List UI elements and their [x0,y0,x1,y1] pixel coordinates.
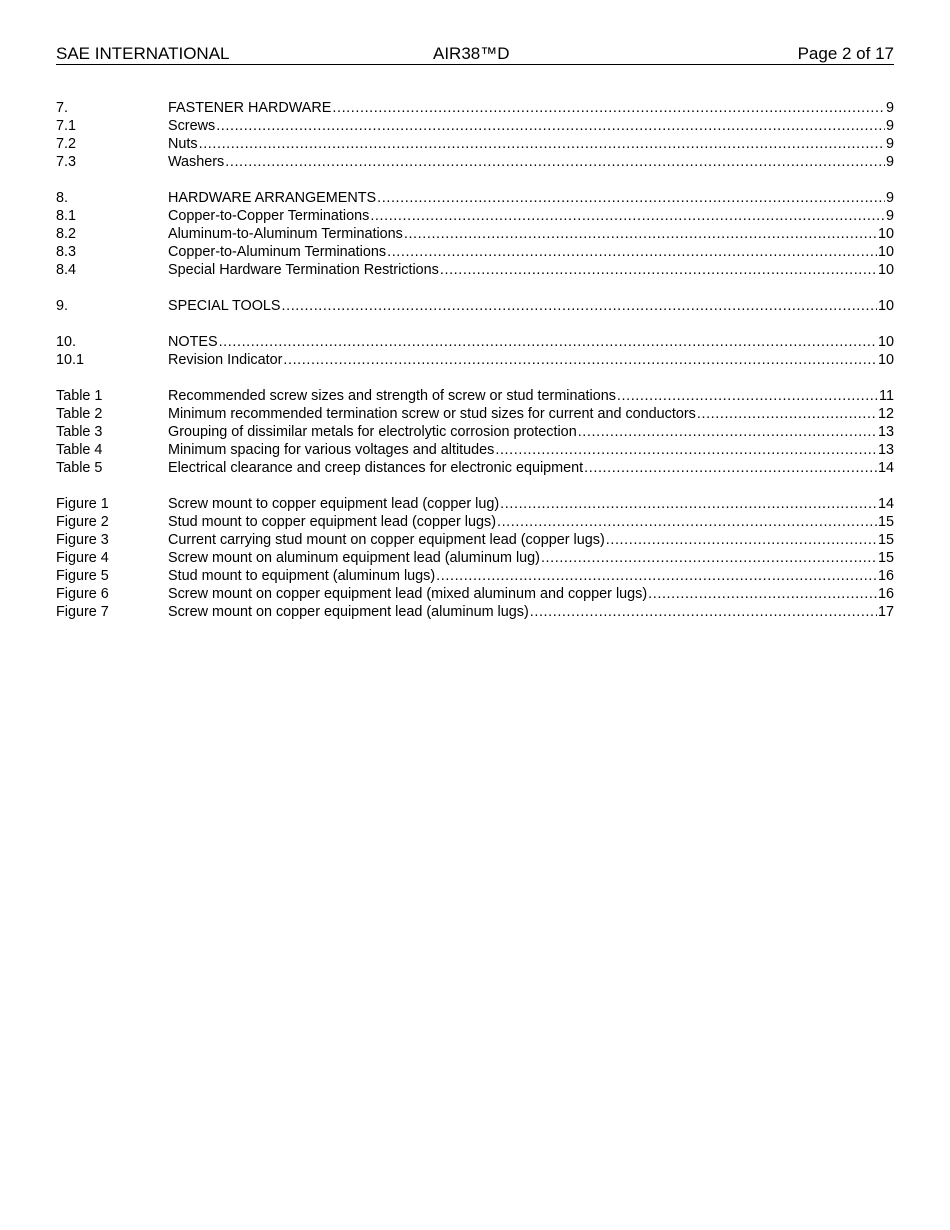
toc-entry-number: 7.2 [56,136,77,152]
toc-entry [56,297,894,315]
toc-entry [56,153,894,171]
toc-dot-leader [440,261,877,279]
toc-dot-leader [697,405,877,423]
toc-entry-page: 10 [877,262,894,278]
toc-dot-leader [404,225,877,243]
toc-entry-title: Minimum spacing for various voltages and altitudes [168,442,495,458]
toc-entry [56,387,894,405]
toc-entry-page: 11 [879,388,894,404]
toc-entry-title: Stud mount to equipment (aluminum lugs) [168,568,436,584]
toc-entry [56,189,894,207]
toc-dot-leader [225,153,885,171]
toc-entry-page: 10 [877,352,894,368]
toc-entry [56,423,894,441]
document-page [56,44,894,639]
toc-entry-title: NOTES [168,334,218,350]
toc-entry [56,567,894,585]
toc-entry-title: HARDWARE ARRANGEMENTS [168,190,377,206]
header-document-id: AIR38™D [433,44,510,63]
toc-entry-title: Stud mount to copper equipment lead (copper lugs) [168,514,496,530]
toc-dot-leader [332,99,885,117]
toc-entry-number: 7.3 [56,154,77,170]
toc-dot-leader [617,387,878,405]
toc-entry-page: 9 [885,100,894,116]
toc-entry-number: 8.3 [56,244,77,260]
toc-entry-number: 8. [56,190,69,206]
toc-entry-page: 9 [885,136,894,152]
toc-dot-leader [283,351,877,369]
toc-entry-page: 17 [877,604,894,620]
toc-entry [56,261,894,279]
toc-dot-leader [497,513,877,531]
toc-entry-page: 15 [877,514,894,530]
toc-entry [56,135,894,153]
toc-dot-leader [282,297,877,315]
toc-entry-title: Screws [168,118,216,134]
toc-dot-leader [541,549,877,567]
toc-entry-number: Table 3 [56,424,103,440]
toc-group [56,387,894,477]
toc-entry-page: 16 [877,568,894,584]
toc-entry [56,333,894,351]
header-page-number: Page 2 of 17 [797,44,894,63]
toc-entry-number: 9. [56,298,69,314]
toc-entry-title: Screw mount on aluminum equipment lead (aluminum lug) [168,550,540,566]
toc-entry-number: Figure 7 [56,604,109,620]
toc-entry-title: Copper-to-Aluminum Terminations [168,244,387,260]
toc-entry-page: 9 [885,190,894,206]
toc-dot-leader [436,567,877,585]
toc-entry-number: 8.2 [56,226,77,242]
toc-dot-leader [578,423,877,441]
toc-group [56,189,894,279]
toc-dot-leader [216,117,885,135]
toc-entry-page: 14 [877,460,894,476]
toc-entry-page: 9 [885,118,894,134]
table-of-contents [56,99,894,621]
toc-entry-number: Table 2 [56,406,103,422]
toc-entry-title: Aluminum-to-Aluminum Terminations [168,226,403,242]
toc-entry-number: 10. [56,334,77,350]
toc-group [56,333,894,369]
toc-entry-number: Figure 6 [56,586,109,602]
toc-entry [56,225,894,243]
toc-entry-title: Screw mount on copper equipment lead (aluminum lugs) [168,604,529,620]
toc-entry-page: 15 [877,532,894,548]
toc-entry [56,603,894,621]
toc-dot-leader [199,135,885,153]
toc-group [56,495,894,621]
toc-entry [56,459,894,477]
toc-entry-page: 10 [877,298,894,314]
toc-dot-leader [219,333,877,351]
toc-entry [56,585,894,603]
toc-entry-title: Minimum recommended termination screw or stud sizes for current and conductors [168,406,696,422]
toc-entry [56,495,894,513]
toc-entry-title: Electrical clearance and creep distances for electronic equipment [168,460,584,476]
toc-entry-title: Recommended screw sizes and strength of screw or stud terminations [168,388,616,404]
toc-entry-number: Table 1 [56,388,103,404]
toc-entry-title: Screw mount to copper equipment lead (copper lug) [168,496,500,512]
toc-dot-leader [377,189,885,207]
header-organization: SAE INTERNATIONAL [56,44,230,63]
toc-group [56,99,894,171]
toc-group [56,297,894,315]
toc-entry-page: 9 [885,154,894,170]
toc-entry-title: Nuts [168,136,198,152]
toc-dot-leader [584,459,877,477]
toc-entry [56,513,894,531]
toc-entry-page: 10 [877,226,894,242]
toc-entry-page: 10 [877,244,894,260]
toc-entry-page: 14 [877,496,894,512]
toc-entry-title: Current carrying stud mount on copper equipment lead (copper lugs) [168,532,605,548]
toc-entry-title: SPECIAL TOOLS [168,298,281,314]
toc-entry-number: Figure 5 [56,568,109,584]
toc-entry-title: Grouping of dissimilar metals for electrolytic corrosion protection [168,424,577,440]
toc-entry-title: Washers [168,154,225,170]
toc-dot-leader [500,495,877,513]
toc-entry-number: 8.4 [56,262,77,278]
toc-entry [56,207,894,225]
toc-entry-page: 16 [877,586,894,602]
toc-entry-page: 13 [877,442,894,458]
toc-entry-number: Figure 2 [56,514,109,530]
toc-dot-leader [495,441,877,459]
toc-entry-page: 15 [877,550,894,566]
toc-entry-number: 7.1 [56,118,77,134]
toc-entry-title: Special Hardware Termination Restrictions [168,262,439,278]
toc-entry [56,117,894,135]
toc-entry [56,351,894,369]
toc-dot-leader [370,207,885,225]
toc-entry [56,405,894,423]
toc-entry [56,243,894,261]
toc-entry-number: Table 5 [56,460,103,476]
toc-entry [56,441,894,459]
toc-entry-number: Figure 3 [56,532,109,548]
toc-entry-page: 13 [877,424,894,440]
toc-entry-page: 12 [877,406,894,422]
toc-dot-leader [530,603,877,621]
toc-entry-title: Screw mount on copper equipment lead (mixed aluminum and copper lugs) [168,586,648,602]
toc-entry-number: 10.1 [56,352,85,368]
page-header [56,44,894,65]
toc-entry-number: 8.1 [56,208,77,224]
toc-entry-title: Revision Indicator [168,352,283,368]
toc-entry-page: 9 [885,208,894,224]
toc-dot-leader [648,585,877,603]
toc-entry [56,549,894,567]
toc-entry [56,531,894,549]
toc-entry-number: Table 4 [56,442,103,458]
toc-entry-number: Figure 4 [56,550,109,566]
toc-entry-title: FASTENER HARDWARE [168,100,332,116]
toc-entry-title: Copper-to-Copper Terminations [168,208,370,224]
toc-dot-leader [387,243,877,261]
toc-entry [56,99,894,117]
toc-entry-number: Figure 1 [56,496,109,512]
toc-dot-leader [606,531,877,549]
toc-entry-page: 10 [877,334,894,350]
toc-entry-number: 7. [56,100,69,116]
